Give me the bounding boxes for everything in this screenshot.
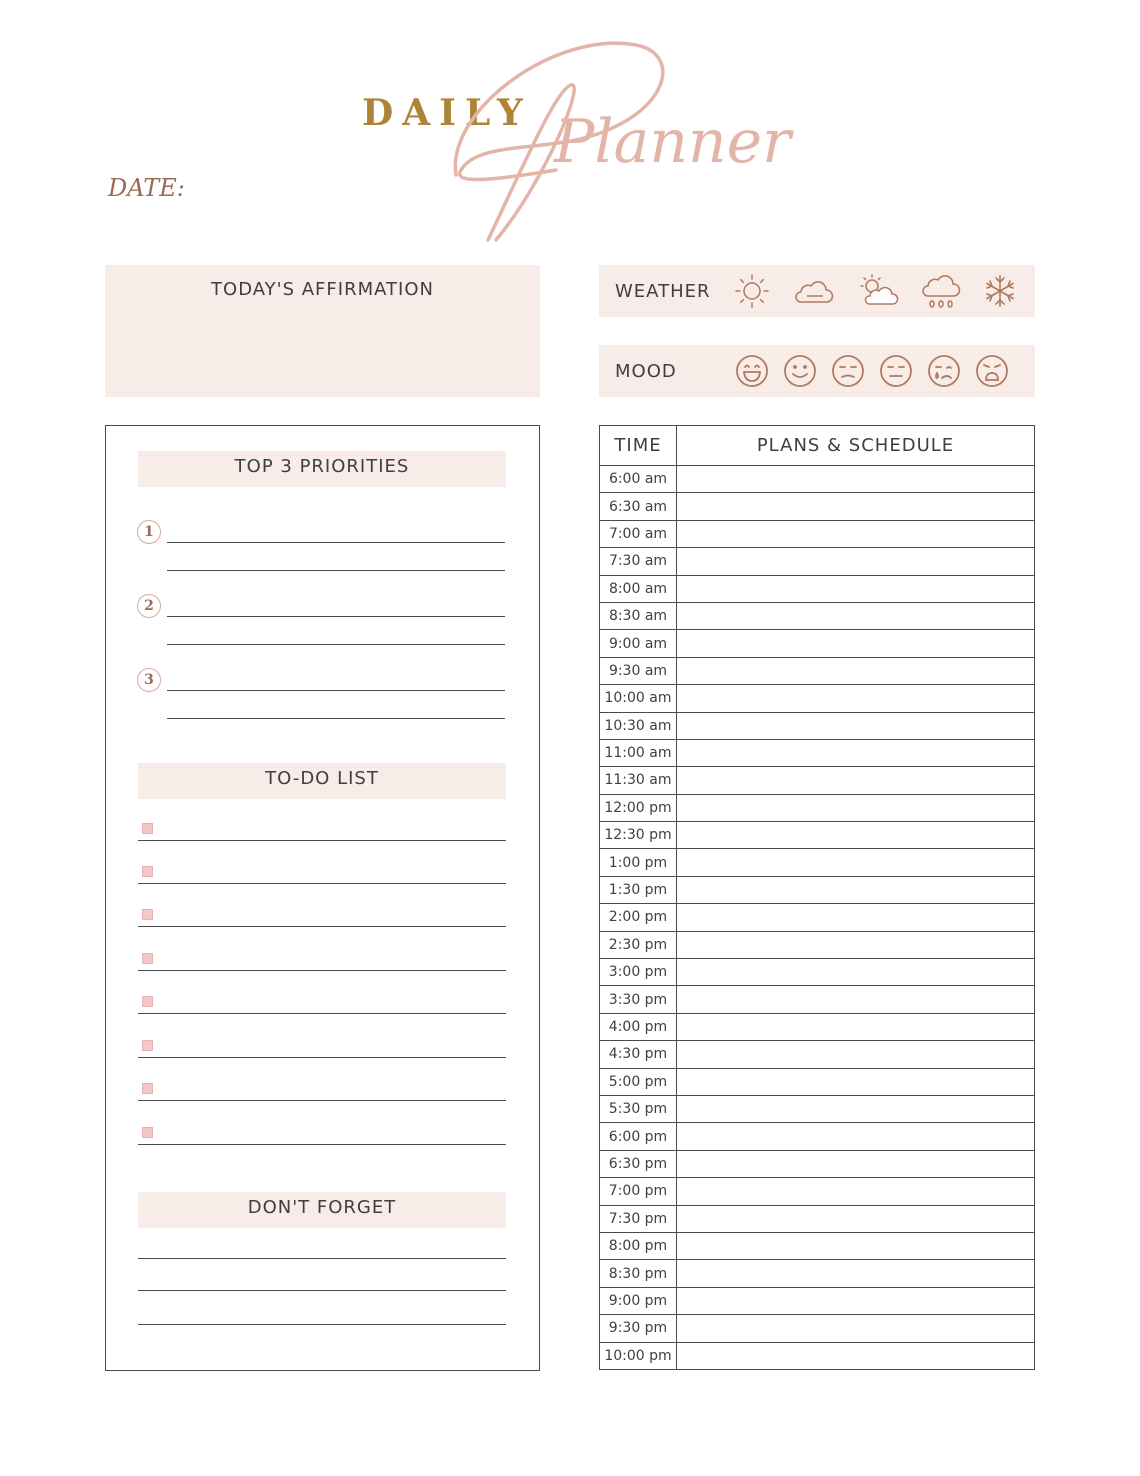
schedule-row: [600, 630, 1035, 657]
time-cell: 12:30 pm: [600, 822, 677, 849]
plan-cell[interactable]: [677, 1123, 1035, 1150]
partly-cloudy-icon[interactable]: [857, 272, 899, 310]
schedule-row: [600, 1205, 1035, 1232]
rain-cloud-icon[interactable]: [921, 272, 961, 310]
checkbox[interactable]: [142, 866, 153, 877]
todo-heading: TO-DO LIST: [138, 763, 506, 799]
time-cell: 6:30 pm: [600, 1150, 677, 1177]
schedule-row: [600, 822, 1035, 849]
priority-number: 3: [137, 668, 161, 692]
schedule-row: [600, 685, 1035, 712]
plan-cell[interactable]: [677, 849, 1035, 876]
plan-cell[interactable]: [677, 520, 1035, 547]
plan-cell[interactable]: [677, 959, 1035, 986]
schedule-row: [600, 575, 1035, 602]
schedule-row: [600, 493, 1035, 520]
schedule-row: [600, 466, 1035, 493]
dont-forget-line[interactable]: [138, 1324, 506, 1325]
title-planner-script: [436, 30, 816, 250]
priority-item[interactable]: [137, 594, 505, 658]
plan-cell[interactable]: [677, 548, 1035, 575]
plan-cell[interactable]: [677, 657, 1035, 684]
time-cell: 7:30 pm: [600, 1205, 677, 1232]
todo-item[interactable]: [138, 862, 506, 884]
priority-item[interactable]: [137, 520, 505, 584]
plan-cell[interactable]: [677, 1095, 1035, 1122]
time-cell: 10:00 am: [600, 685, 677, 712]
schedule-row: [600, 1315, 1035, 1342]
time-cell: 1:00 pm: [600, 849, 677, 876]
schedule-row: [600, 1150, 1035, 1177]
snowflake-icon[interactable]: [983, 273, 1017, 309]
schedule-row: [600, 849, 1035, 876]
schedule-row: [600, 1068, 1035, 1095]
plan-cell[interactable]: [677, 630, 1035, 657]
schedule-row: [600, 1013, 1035, 1040]
time-cell: 5:30 pm: [600, 1095, 677, 1122]
todo-item[interactable]: [138, 1036, 506, 1058]
plan-cell[interactable]: [677, 1232, 1035, 1259]
time-cell: 1:30 pm: [600, 876, 677, 903]
laughing-face-icon[interactable]: [735, 354, 769, 388]
time-cell: 5:00 pm: [600, 1068, 677, 1095]
schedule-row: [600, 1178, 1035, 1205]
time-cell: 8:00 pm: [600, 1232, 677, 1259]
plan-cell[interactable]: [677, 1260, 1035, 1287]
angry-face-icon[interactable]: [975, 354, 1009, 388]
time-cell: 9:00 am: [600, 630, 677, 657]
checkbox[interactable]: [142, 1083, 153, 1094]
schedule-row: [600, 1095, 1035, 1122]
plan-cell[interactable]: [677, 466, 1035, 493]
priority-line: [167, 690, 505, 691]
time-cell: 7:00 am: [600, 520, 677, 547]
dont-forget-heading: DON'T FORGET: [138, 1192, 506, 1228]
checkbox[interactable]: [142, 823, 153, 834]
sun-icon[interactable]: [733, 272, 771, 310]
plan-cell[interactable]: [677, 986, 1035, 1013]
schedule-row: [600, 1123, 1035, 1150]
time-cell: 10:00 pm: [600, 1342, 677, 1369]
time-cell: 4:30 pm: [600, 1041, 677, 1068]
schedule-row: [600, 794, 1035, 821]
plan-cell[interactable]: [677, 931, 1035, 958]
plan-cell[interactable]: [677, 575, 1035, 602]
plan-cell[interactable]: [677, 822, 1035, 849]
plan-cell[interactable]: [677, 876, 1035, 903]
priority-line: [167, 616, 505, 617]
schedule-row: [600, 986, 1035, 1013]
schedule-row: [600, 520, 1035, 547]
schedule-row: [600, 1260, 1035, 1287]
schedule-row: [600, 739, 1035, 766]
priority-number: 2: [137, 594, 161, 618]
plan-cell[interactable]: [677, 794, 1035, 821]
schedule-row: [600, 1342, 1035, 1369]
time-cell: 8:00 am: [600, 575, 677, 602]
time-cell: 4:00 pm: [600, 1013, 677, 1040]
schedule-table: [599, 425, 1035, 1370]
plan-cell[interactable]: [677, 1287, 1035, 1314]
plan-cell[interactable]: [677, 1178, 1035, 1205]
schedule-row: [600, 876, 1035, 903]
time-cell: 3:30 pm: [600, 986, 677, 1013]
time-cell: 2:30 pm: [600, 931, 677, 958]
schedule-row: [600, 1287, 1035, 1314]
plan-cell[interactable]: [677, 1315, 1035, 1342]
schedule-row: [600, 602, 1035, 629]
priority-line: [167, 542, 505, 543]
mood-label: MOOD: [615, 360, 677, 382]
weather-row: [599, 265, 1035, 317]
time-cell: 8:30 am: [600, 602, 677, 629]
todo-item[interactable]: [138, 1123, 506, 1145]
time-cell: 6:30 am: [600, 493, 677, 520]
time-cell: 12:00 pm: [600, 794, 677, 821]
checkbox[interactable]: [142, 953, 153, 964]
plan-cell[interactable]: [677, 904, 1035, 931]
time-cell: 10:30 am: [600, 712, 677, 739]
time-cell: 9:00 pm: [600, 1287, 677, 1314]
schedule-row: [600, 712, 1035, 739]
expressionless-face-icon[interactable]: [879, 354, 913, 388]
priority-line: [167, 718, 505, 719]
time-cell: 3:00 pm: [600, 959, 677, 986]
priority-number: 1: [137, 520, 161, 544]
checkbox[interactable]: [142, 1127, 153, 1138]
schedule-row: [600, 548, 1035, 575]
cloud-icon[interactable]: [793, 272, 835, 310]
schedule-row: [600, 657, 1035, 684]
schedule-row: [600, 1041, 1035, 1068]
plan-cell[interactable]: [677, 602, 1035, 629]
todo-item[interactable]: [138, 992, 506, 1014]
title-planner-text: Planner: [554, 107, 791, 177]
time-cell: 11:00 am: [600, 739, 677, 766]
todo-item[interactable]: [138, 1079, 506, 1101]
crying-face-icon[interactable]: [927, 354, 961, 388]
date-label: DATE:: [108, 174, 185, 202]
left-panel: [105, 425, 540, 1371]
schedule-row: [600, 904, 1035, 931]
time-cell: 8:30 pm: [600, 1260, 677, 1287]
affirmation-label: TODAY'S AFFIRMATION: [211, 279, 434, 300]
plan-cell[interactable]: [677, 1205, 1035, 1232]
priority-item[interactable]: [137, 668, 505, 732]
affirmation-box[interactable]: [105, 265, 540, 397]
plan-cell[interactable]: [677, 712, 1035, 739]
plan-cell[interactable]: [677, 1150, 1035, 1177]
todo-item[interactable]: [138, 819, 506, 841]
dont-forget-line[interactable]: [138, 1290, 506, 1291]
priorities-heading: TOP 3 PRIORITIES: [138, 451, 506, 487]
checkbox[interactable]: [142, 1040, 153, 1051]
dont-forget-line[interactable]: [138, 1258, 506, 1259]
priority-line: [167, 644, 505, 645]
plan-cell[interactable]: [677, 685, 1035, 712]
plan-cell[interactable]: [677, 767, 1035, 794]
time-cell: 2:00 pm: [600, 904, 677, 931]
mood-row: [599, 345, 1035, 397]
time-cell: 11:30 am: [600, 767, 677, 794]
time-cell: 6:00 pm: [600, 1123, 677, 1150]
plans-column-header: PLANS & SCHEDULE: [677, 426, 1035, 466]
time-cell: 9:30 pm: [600, 1315, 677, 1342]
checkbox[interactable]: [142, 996, 153, 1007]
schedule-row: [600, 931, 1035, 958]
time-cell: 7:00 pm: [600, 1178, 677, 1205]
plan-cell[interactable]: [677, 1041, 1035, 1068]
todo-item[interactable]: [138, 905, 506, 927]
todo-item[interactable]: [138, 949, 506, 971]
plan-cell[interactable]: [677, 1342, 1035, 1369]
plan-cell[interactable]: [677, 1068, 1035, 1095]
time-column-header: TIME: [600, 426, 677, 466]
time-cell: 9:30 am: [600, 657, 677, 684]
time-cell: 7:30 am: [600, 548, 677, 575]
plan-cell[interactable]: [677, 1013, 1035, 1040]
plan-cell[interactable]: [677, 739, 1035, 766]
schedule-row: [600, 1232, 1035, 1259]
neutral-face-icon[interactable]: [831, 354, 865, 388]
schedule-row: [600, 767, 1035, 794]
title-daily: DAILY: [362, 92, 532, 134]
time-cell: 6:00 am: [600, 466, 677, 493]
priority-line: [167, 570, 505, 571]
schedule-row: [600, 959, 1035, 986]
smiling-face-icon[interactable]: [783, 354, 817, 388]
checkbox[interactable]: [142, 909, 153, 920]
plan-cell[interactable]: [677, 493, 1035, 520]
weather-label: WEATHER: [615, 280, 711, 302]
